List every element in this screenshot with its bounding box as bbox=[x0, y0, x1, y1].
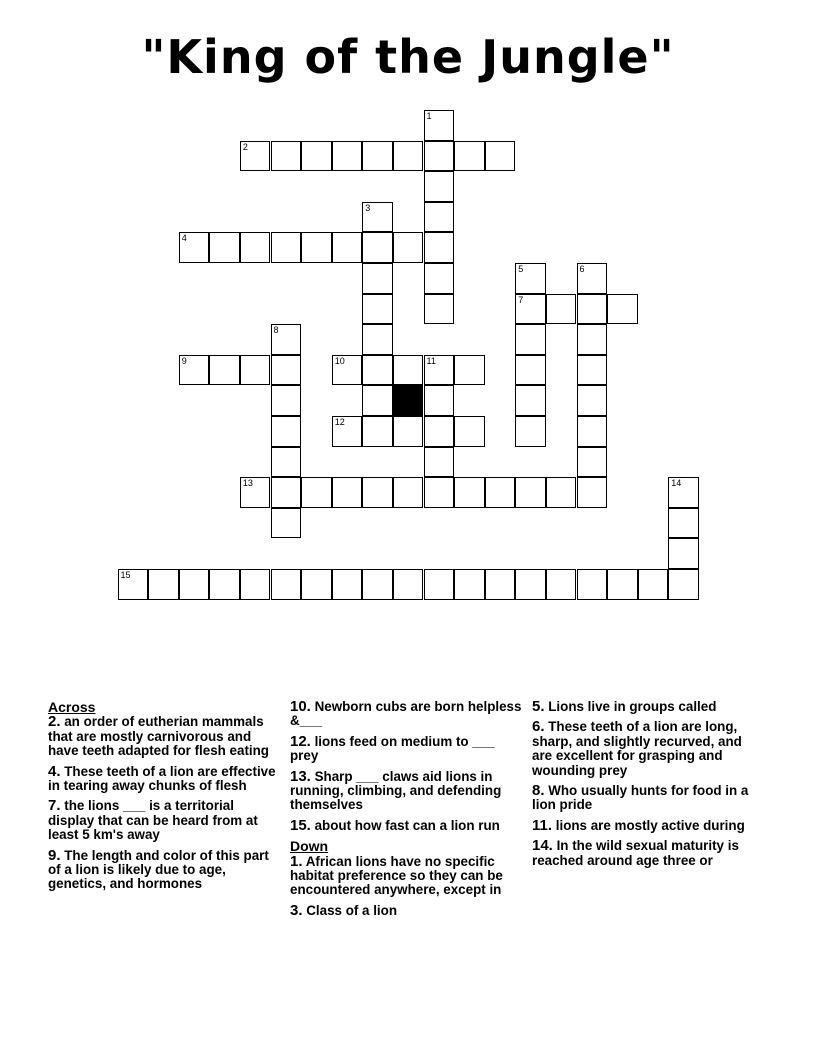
grid-cell[interactable] bbox=[546, 294, 577, 325]
clue-item bbox=[532, 816, 764, 834]
clue-item bbox=[48, 799, 280, 842]
grid-cell[interactable] bbox=[515, 324, 546, 355]
clue-item-text: The length and color of this part of a lion is likely due to age, genetics, and hormones bbox=[48, 847, 269, 892]
grid-cell[interactable] bbox=[577, 324, 608, 355]
clue-item bbox=[48, 715, 280, 758]
grid-cell[interactable] bbox=[271, 477, 302, 508]
grid-cell[interactable] bbox=[577, 447, 608, 478]
puzzle-title: "King of the Jungle" bbox=[141, 30, 675, 84]
clue-item-number: 10. bbox=[290, 698, 311, 715]
across-heading: Across bbox=[48, 699, 96, 715]
grid-cell[interactable] bbox=[424, 263, 455, 294]
grid-cell[interactable] bbox=[577, 477, 608, 508]
clue-item bbox=[532, 700, 764, 714]
clues-column-1 bbox=[48, 700, 280, 898]
grid-cell[interactable] bbox=[577, 569, 608, 600]
grid-cell[interactable] bbox=[271, 447, 302, 478]
clue-number: 15 bbox=[120, 570, 131, 580]
down-heading: Down bbox=[290, 838, 329, 855]
clue-item-number: 15. bbox=[290, 816, 311, 834]
clue-item-number: 11. bbox=[532, 816, 553, 834]
grid-cell[interactable] bbox=[485, 569, 516, 600]
grid-cell[interactable] bbox=[362, 416, 393, 447]
clue-item bbox=[290, 852, 522, 898]
clue-number: 8 bbox=[273, 325, 279, 336]
grid-cell[interactable] bbox=[424, 294, 455, 325]
grid-cell[interactable] bbox=[179, 355, 210, 386]
clue-item-text: Newborn cubs are born helpless &___ bbox=[290, 699, 522, 729]
clue-item-text: about how fast can a lion run bbox=[310, 817, 500, 833]
grid-cell[interactable] bbox=[577, 385, 608, 416]
clue-item-number: 12. bbox=[290, 732, 311, 750]
clue-item-number: 8. bbox=[532, 782, 545, 800]
grid-cell[interactable] bbox=[577, 294, 608, 325]
grid-cell[interactable] bbox=[424, 171, 455, 202]
clue-item bbox=[290, 816, 522, 834]
clue-item-text: These teeth of a lion are long, sharp, and slightly recurved, and are excellent for grasping and wounding prey bbox=[532, 719, 742, 778]
clue-item-number: 5. bbox=[532, 698, 545, 715]
clue-number: 11 bbox=[426, 355, 436, 366]
clue-item-text: Class of a lion bbox=[302, 902, 398, 918]
grid-cell[interactable] bbox=[209, 569, 240, 600]
clue-item-text: These teeth of a lion are effective in tearing away chunks of flesh bbox=[48, 763, 276, 794]
grid-cell[interactable] bbox=[271, 355, 302, 386]
grid-cell[interactable] bbox=[515, 385, 546, 416]
grid-cell[interactable] bbox=[118, 569, 149, 600]
grid-cell[interactable] bbox=[485, 477, 516, 508]
grid-cell[interactable] bbox=[515, 569, 546, 600]
clue-item-number: 1. bbox=[290, 852, 303, 870]
grid-cell[interactable] bbox=[393, 141, 424, 172]
grid-cell[interactable] bbox=[515, 294, 546, 325]
grid-cell[interactable] bbox=[424, 416, 455, 447]
grid-cell[interactable] bbox=[271, 232, 302, 263]
clue-number: 5 bbox=[518, 264, 524, 274]
grid-cell[interactable] bbox=[332, 569, 363, 600]
grid-cell[interactable] bbox=[424, 447, 455, 478]
clue-number: 13 bbox=[242, 478, 253, 489]
grid-cell[interactable] bbox=[607, 569, 638, 600]
grid-cell[interactable] bbox=[362, 141, 393, 172]
grid-cell[interactable] bbox=[271, 508, 302, 539]
clue-item-text: Who usually hunts for food in a lion pride bbox=[532, 783, 749, 813]
grid-cell[interactable] bbox=[301, 232, 332, 263]
grid-cell[interactable] bbox=[240, 355, 271, 386]
clue-item-text: Sharp ___ claws aid lions in running, climbing, and defending themselves bbox=[290, 768, 502, 813]
grid-cell[interactable] bbox=[271, 324, 302, 355]
grid-cell[interactable] bbox=[454, 141, 485, 172]
grid-cell[interactable] bbox=[668, 477, 699, 508]
grid-cell[interactable] bbox=[362, 477, 393, 508]
grid-cell[interactable] bbox=[424, 202, 455, 233]
grid-cell[interactable] bbox=[454, 569, 485, 600]
grid-cell[interactable] bbox=[148, 569, 179, 600]
clues-column-3 bbox=[532, 700, 764, 874]
grid-cell[interactable] bbox=[393, 569, 424, 600]
grid-cell[interactable] bbox=[607, 294, 638, 325]
clue-number: 4 bbox=[181, 233, 187, 244]
black-square bbox=[393, 385, 424, 416]
grid-cell[interactable] bbox=[424, 110, 455, 141]
grid-cell[interactable] bbox=[240, 477, 271, 508]
clue-item-number: 7. bbox=[48, 797, 61, 815]
grid-cell[interactable] bbox=[209, 355, 240, 386]
grid-cell[interactable] bbox=[546, 477, 577, 508]
grid-cell[interactable] bbox=[240, 141, 271, 172]
clue-number: 6 bbox=[579, 264, 585, 274]
clue-item-number: 9. bbox=[48, 846, 61, 864]
grid-cell[interactable] bbox=[362, 202, 393, 233]
clue-item bbox=[48, 762, 280, 794]
grid-cell[interactable] bbox=[393, 416, 424, 447]
grid-cell[interactable] bbox=[515, 477, 546, 508]
grid-cell[interactable] bbox=[393, 477, 424, 508]
clue-item-number: 6. bbox=[532, 718, 545, 736]
clue-item-text: Lions live in groups called bbox=[544, 699, 717, 714]
grid-cell[interactable] bbox=[362, 355, 393, 386]
grid-cell[interactable] bbox=[179, 232, 210, 263]
grid-cell[interactable] bbox=[424, 141, 455, 172]
clue-item bbox=[532, 720, 764, 778]
grid-cell[interactable] bbox=[240, 569, 271, 600]
grid-cell[interactable] bbox=[393, 232, 424, 263]
grid-cell[interactable] bbox=[301, 141, 332, 172]
clue-item-text: lions are mostly active during bbox=[552, 817, 745, 833]
grid-cell[interactable] bbox=[362, 385, 393, 416]
clue-item-number: 2. bbox=[48, 713, 61, 731]
clue-item bbox=[290, 767, 522, 813]
grid-cell[interactable] bbox=[638, 569, 669, 600]
grid-cell[interactable] bbox=[515, 263, 546, 294]
grid-cell[interactable] bbox=[424, 385, 455, 416]
clue-item bbox=[48, 846, 280, 892]
grid-cell[interactable] bbox=[240, 232, 271, 263]
clue-item-number: 4. bbox=[48, 762, 61, 780]
grid-cell[interactable] bbox=[271, 141, 302, 172]
clue-item-number: 3. bbox=[290, 901, 303, 919]
grid-cell[interactable] bbox=[668, 508, 699, 539]
grid-cell[interactable] bbox=[454, 477, 485, 508]
grid-cell[interactable] bbox=[424, 477, 455, 508]
clue-item bbox=[290, 700, 522, 729]
clue-item-text: lions feed on medium to ___ prey bbox=[290, 733, 495, 764]
clue-item bbox=[532, 784, 764, 813]
clue-item-number: 13. bbox=[290, 767, 311, 785]
grid-cell[interactable] bbox=[209, 232, 240, 263]
grid-cell[interactable] bbox=[362, 263, 393, 294]
clue-number: 9 bbox=[181, 355, 187, 366]
grid-cell[interactable] bbox=[362, 569, 393, 600]
grid-cell[interactable] bbox=[515, 416, 546, 447]
clue-item bbox=[290, 732, 522, 764]
grid-cell[interactable] bbox=[179, 569, 210, 600]
clue-item-text: In the wild sexual maturity is reached around age three or bbox=[532, 838, 739, 868]
grid-cell[interactable] bbox=[577, 416, 608, 447]
clue-item bbox=[290, 901, 522, 919]
grid-cell[interactable] bbox=[301, 569, 332, 600]
clue-number: 7 bbox=[518, 294, 524, 305]
clues-column-2 bbox=[290, 700, 522, 924]
grid-cell[interactable] bbox=[362, 232, 393, 263]
grid-cell[interactable] bbox=[271, 569, 302, 600]
grid-cell[interactable] bbox=[577, 263, 608, 294]
clue-number: 10 bbox=[334, 355, 345, 366]
grid-cell[interactable] bbox=[332, 232, 363, 263]
clue-item bbox=[532, 839, 764, 868]
grid-cell[interactable] bbox=[332, 141, 363, 172]
grid-cell[interactable] bbox=[362, 324, 393, 355]
grid-cell[interactable] bbox=[362, 294, 393, 325]
clue-number: 2 bbox=[242, 141, 248, 152]
grid-cell[interactable] bbox=[515, 355, 546, 386]
grid-cell[interactable] bbox=[332, 477, 363, 508]
grid-cell[interactable] bbox=[393, 355, 424, 386]
grid-cell[interactable] bbox=[332, 355, 363, 386]
clue-number: 3 bbox=[365, 202, 371, 213]
grid-cell[interactable] bbox=[668, 569, 699, 600]
clue-item-text: African lions have no specific habitat preference so they can be encountered anywhere, except in bbox=[290, 853, 503, 898]
clue-number: 14 bbox=[671, 478, 682, 489]
grid-cell[interactable] bbox=[454, 355, 485, 386]
grid-cell[interactable] bbox=[485, 141, 516, 172]
grid-cell[interactable] bbox=[454, 416, 485, 447]
grid-cell[interactable] bbox=[546, 569, 577, 600]
clue-item-number: 14. bbox=[532, 837, 553, 855]
clue-number: 12 bbox=[334, 417, 345, 427]
grid-cell[interactable] bbox=[668, 538, 699, 569]
grid-cell[interactable] bbox=[424, 232, 455, 263]
grid-cell[interactable] bbox=[301, 477, 332, 508]
grid-cell[interactable] bbox=[424, 569, 455, 600]
grid-cell[interactable] bbox=[424, 355, 455, 386]
grid-cell[interactable] bbox=[332, 416, 363, 447]
grid-cell[interactable] bbox=[271, 416, 302, 447]
clue-number: 1 bbox=[426, 111, 432, 121]
clue-item-text: the lions ___ is a territorial display that can be heard from at least 5 km's away bbox=[48, 798, 258, 843]
grid-cell[interactable] bbox=[577, 355, 608, 386]
clue-item-text: an order of eutherian mammals that are mostly carnivorous and have teeth adapted for flesh eating bbox=[48, 714, 269, 759]
grid-cell[interactable] bbox=[271, 385, 302, 416]
